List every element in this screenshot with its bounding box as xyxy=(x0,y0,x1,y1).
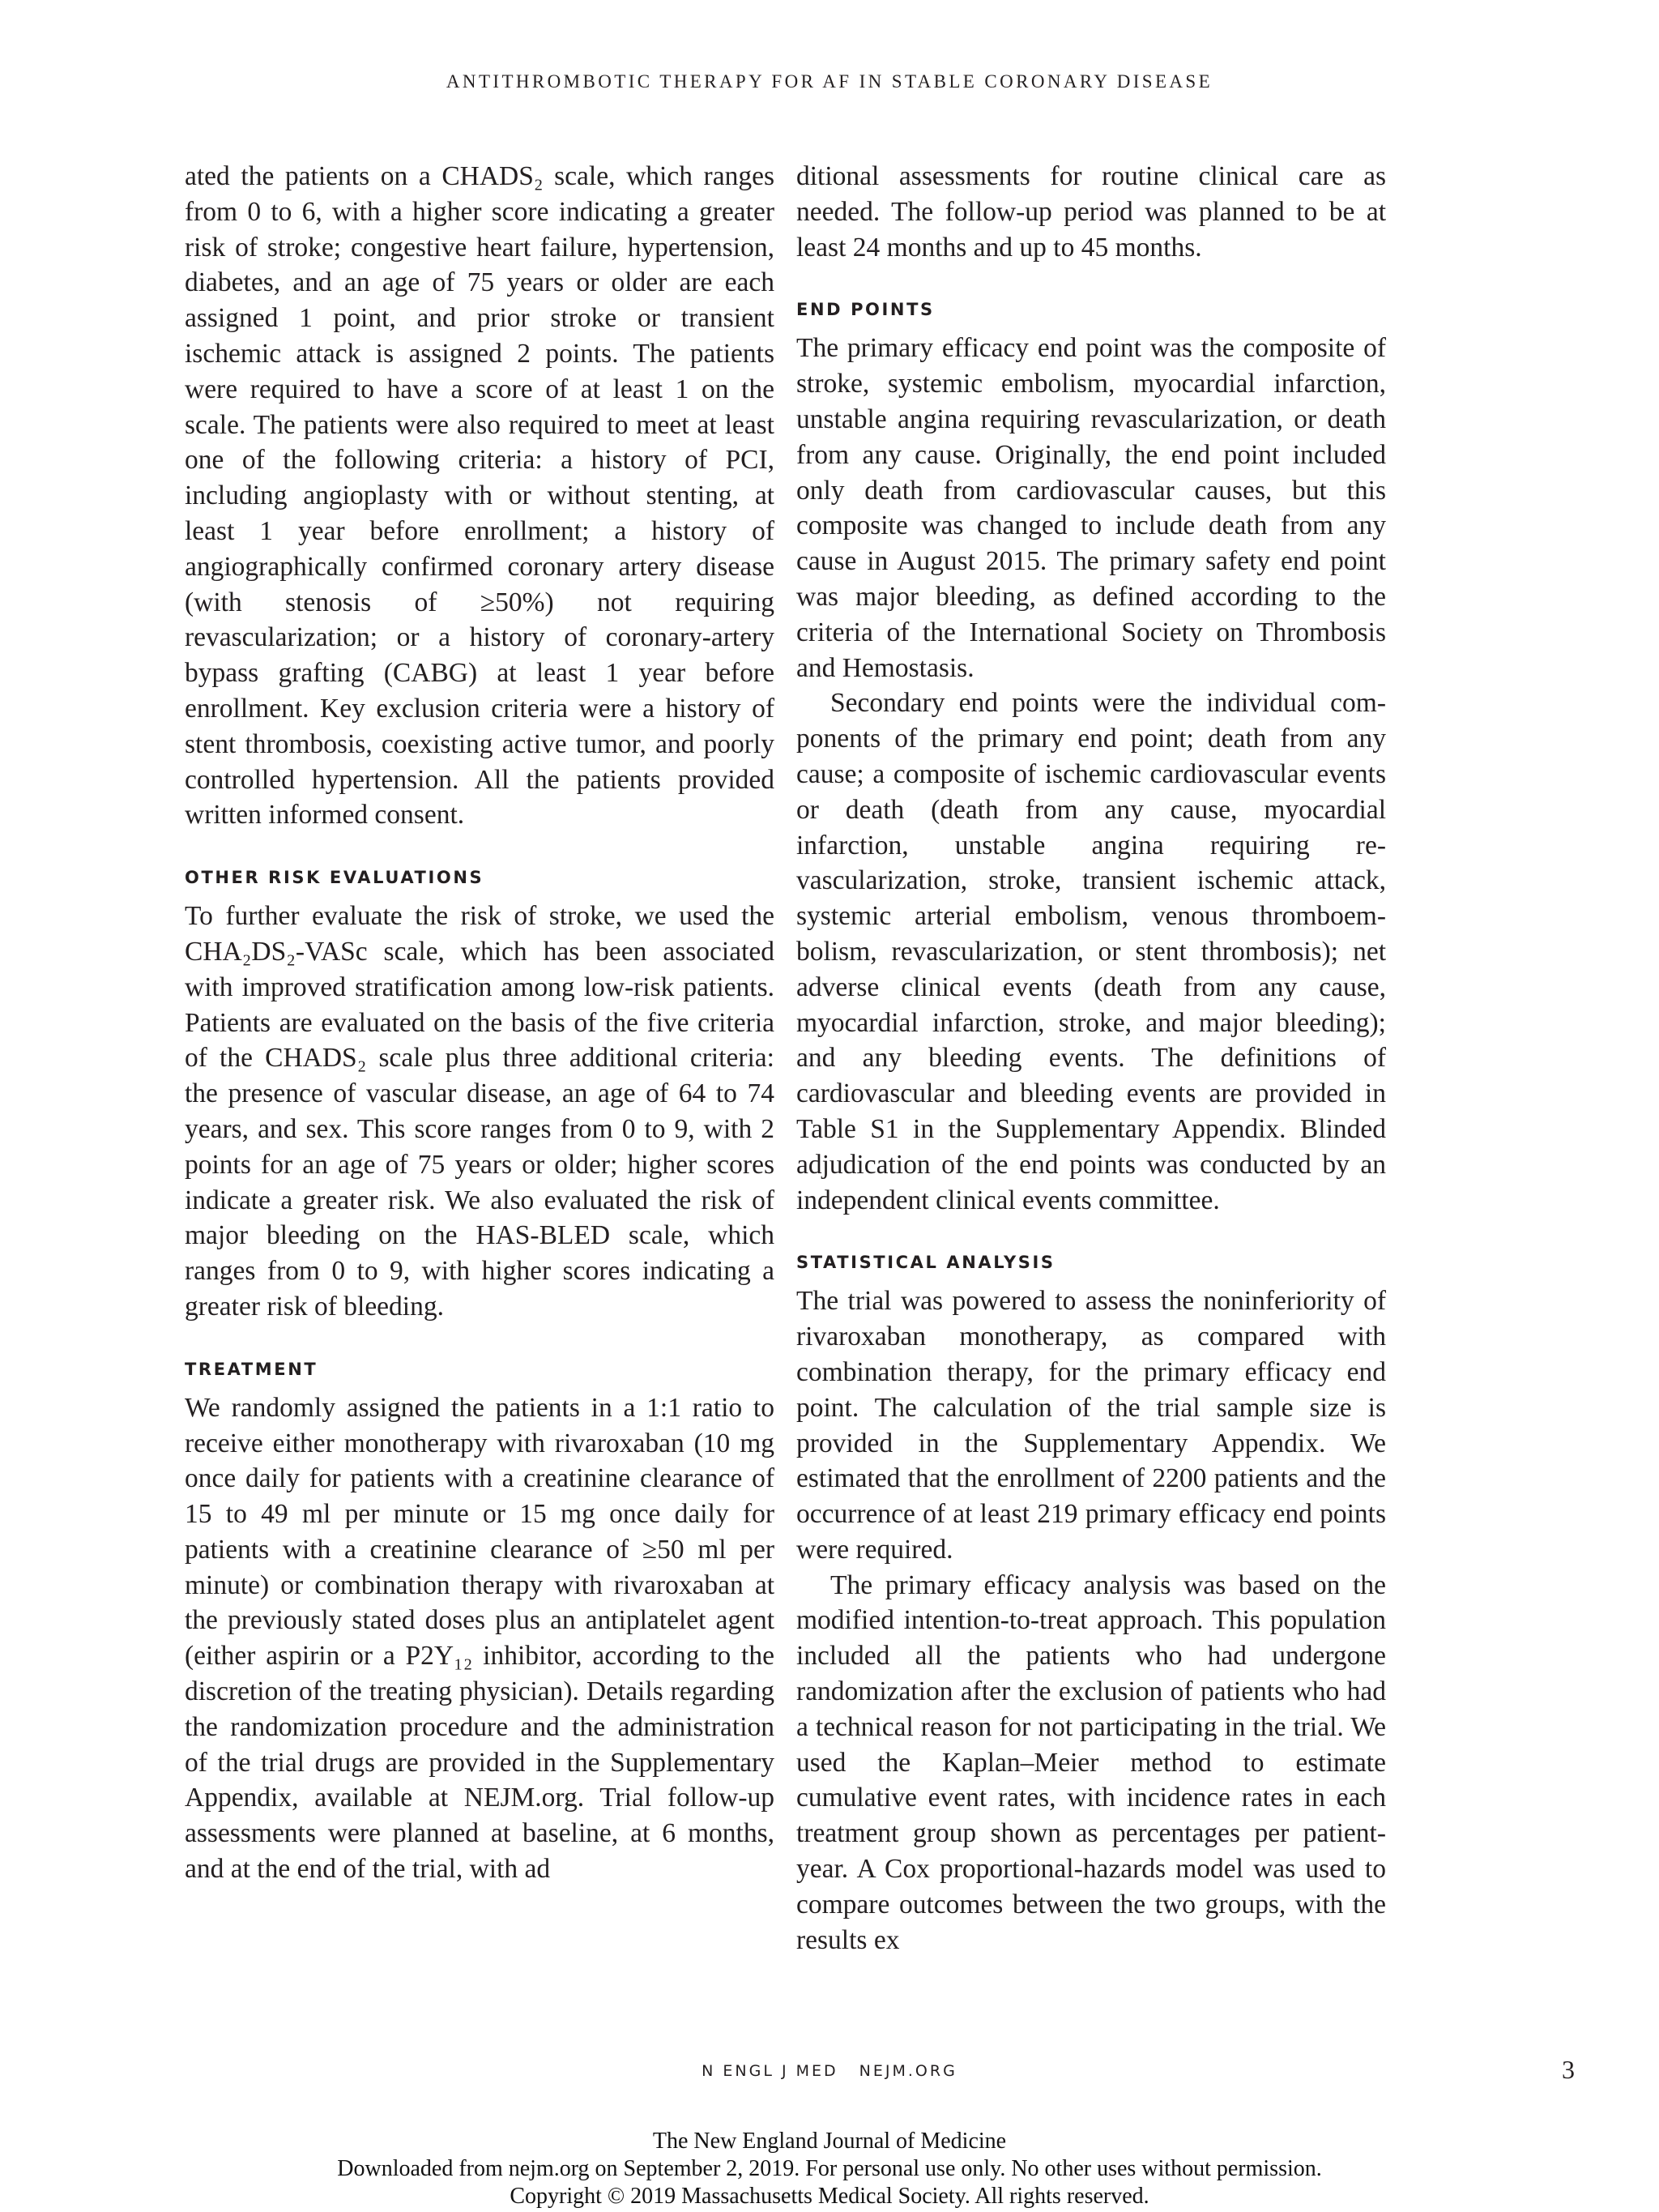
journal-abbrev: N ENGL J MED xyxy=(702,2062,838,2080)
download-notice-journal: The New England Journal of Medicine xyxy=(652,2129,1007,2154)
intro-paragraph: ated the patients on a CHADS₂ scale, which ranges from 0 to 6, with a higher score indicating a greater risk of stroke; congestive heart failure, hypertension, diabetes, and an age of 75 years or older are each assigned 1 point, and prior stroke or transient ischemic attack is assigned 2 points. The patients were required to have a score of at least 1 on the scale. The patients were also required to meet at least one of the following criteria: a history of PCI, including angioplasty with or without stenting, at least 1 year before enrollment; a history of angiographically confirmed coronary artery disease (with stenosis of ≥50%) not requiring revascularization; or a history of coronary-artery bypass grafting (CABG) at least 1 year before enrollment. Key exclusion criteria were a history of stent thrombosis, coexisting active tumor, and poorly controlled hypertension. All the patients provided written informed consent. xyxy=(185,161,774,831)
end-points-section xyxy=(796,297,1386,1218)
left-column xyxy=(185,159,774,1887)
journal-site: NEJM.ORG xyxy=(859,2062,957,2080)
end-points-paragraph-1: The primary efficacy end point was the composite of stroke, systemic embolism, myocardial infarction, unstable angina requiring revascularization, or death from any cause. Originally, the end point included only death from cardiovascular causes, but this composite was changed to include death from any cause in August 2015. The primary safety end point was major bleeding, as defined according to the criteria of the International Society on Thrombosis and Hemostasis. xyxy=(796,333,1386,683)
download-notice-date: Downloaded from nejm.org on September 2, 2019. For personal use only. No other uses without permission. xyxy=(337,2156,1322,2181)
page-number: 3 xyxy=(1562,2055,1575,2084)
statistical-paragraph-2: The primary efficacy analysis was based on the modified intention-to-treat approach. This population included all the patients who had undergone randomization after the exclusion of patients who had a technical reason for not participating in the trial. We used the Kaplan–Meier method to estimate cumulative event rates, with incidence rates in each treatment group shown as percentages per patient-year. A Cox proportional-hazards model was used to compare outcomes between the two groups, with the results ex xyxy=(796,1569,1386,1955)
section-heading-other-risk: OTHER RISK EVALUATIONS xyxy=(185,868,484,888)
treatment-section xyxy=(185,1357,774,1887)
running-head: ANTITHROMBOTIC THERAPY FOR AF IN STABLE CORONARY DISEASE xyxy=(446,71,1213,92)
footer-journal-line xyxy=(0,2062,1659,2080)
right-column xyxy=(796,159,1386,1958)
section-heading-statistical-analysis: STATISTICAL ANALYSIS xyxy=(796,1253,1056,1273)
section-heading-treatment: TREATMENT xyxy=(185,1359,318,1379)
end-points-paragraph-2: Secondary end points were the individual components of the primary end point; death from any cause; a composite of ischemic cardiovascular events or death (death from any cause, myocardial infarction, unstable angina requiring revascularization, stroke, transient ischemic attack, systemic arterial embolism, venous thromboembolism, revascularization, or stent thrombosis); net adverse clinical events (death from any cause, myocardial infarction, stroke, and major bleeding); and any bleeding events. The definitions of cardiovascular and bleeding events are provided in Table S1 in the Supplementary Appendix. Blinded adjudication of the end points was conducted by an independent clinical events committee. xyxy=(796,688,1386,1215)
section-heading-end-points: END POINTS xyxy=(796,300,935,320)
statistical-paragraph-1: The trial was powered to assess the noninferiority of rivaroxaban monotherapy, as compared with combination therapy, for the primary efficacy end point. The calculation of the trial sample size is provided in the Supplementary Appendix. We estimated that the enrollment of 2200 patients and the occurrence of at least 219 primary efficacy end points were required. xyxy=(796,1286,1386,1565)
download-notice-copyright: Copyright © 2019 Massachusetts Medical Society. All rights reserved. xyxy=(510,2184,1149,2209)
other-risk-section xyxy=(185,865,774,1325)
treatment-paragraph: We randomly assigned the patients in a 1:1 ratio to receive either monotherapy with rivaroxaban (10 mg once daily for patients with a creatinine clearance of 15 to 49 ml per minute or 15 mg once daily for patients with a creatinine clearance of ≥50 ml per minute) or combination therapy with rivaroxaban at the previously stated doses plus an antiplatelet agent (either aspirin or a P2Y₁₂ inhibitor, according to the discretion of the treating physician). Details regarding the randomization procedure and the administration of the trial drugs are provided in the Supplementary Appendix, available at NEJM.org. Trial follow-up assessments were planned at baseline, at 6 months, and at the end of the trial, with ad xyxy=(185,1392,774,1885)
statistical-analysis-section xyxy=(796,1250,1386,1958)
other-risk-paragraph: To further evaluate the risk of stroke, we used the CHA₂DS₂-VASc scale, which has been associated with improved stratification among low-risk patients. Patients are evaluated on the basis of the five criteria of the CHADS₂ scale plus three additional criteria: the presence of vascular disease, an age of 64 to 74 years, and sex. This score ranges from 0 to 9, with 2 points for an age of 75 years or older; higher scores indicate a greater risk. We also evaluated the risk of major bleeding on the HAS-BLED scale, which ranges from 0 to 9, with higher scores indicating a greater risk of bleeding. xyxy=(185,901,774,1322)
continuation-paragraph: ditional assessments for routine clinical care as needed. The follow-up period was planned to be at least 24 months and up to 45 months. xyxy=(796,161,1386,263)
